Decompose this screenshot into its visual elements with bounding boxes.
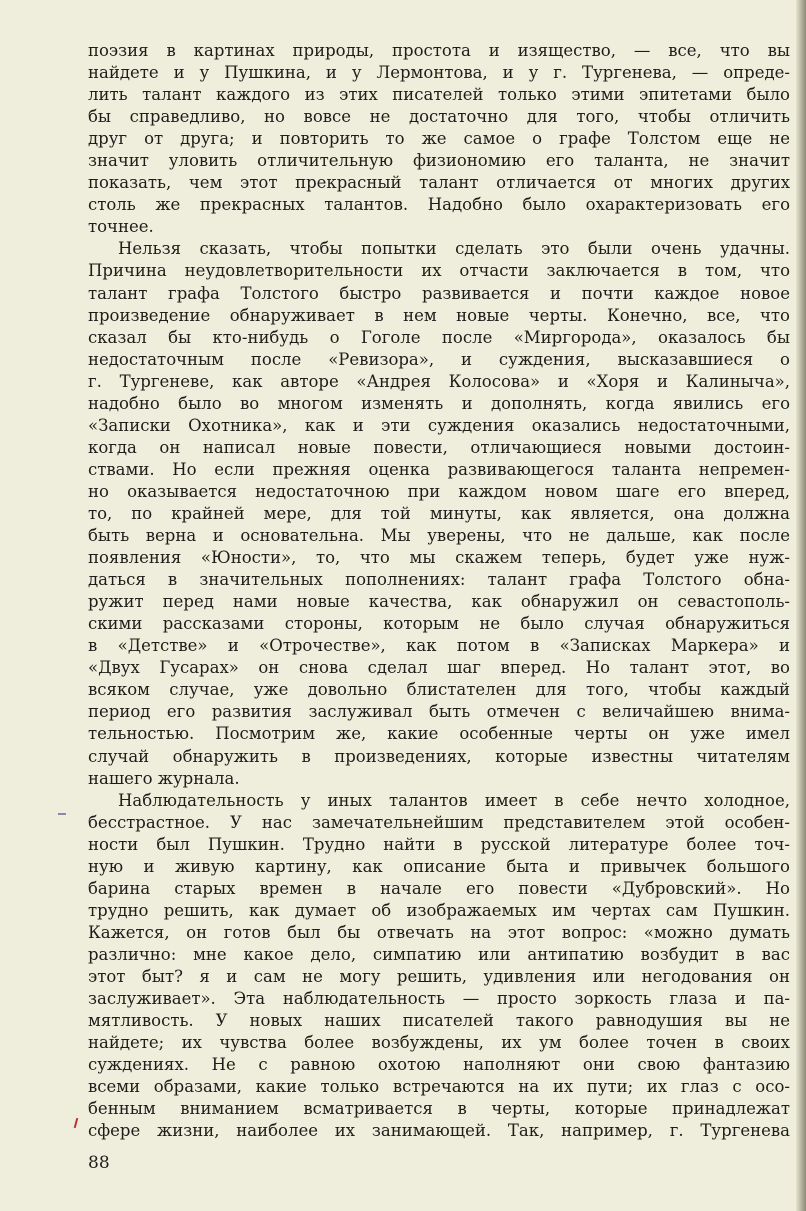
- text-line: надобно было во многом изменять и дополнять, когда явились его: [88, 393, 790, 413]
- text-line: Причина неудовлетворительности их отчасти заключается в том, что: [88, 261, 790, 281]
- text-line: скими рассказами стороны, которым не было случая обнаружиться: [88, 614, 790, 634]
- paragraph: [88, 790, 790, 1143]
- text-line: недостаточным после «Ревизора», и суждения, высказавшиеся о: [88, 349, 790, 369]
- text-line: когда он написал новые повести, отличающиеся новыми достоин-: [88, 437, 790, 457]
- text-line: показать, чем этот прекрасный талант отличается от многих других: [88, 173, 790, 193]
- text-line: трудно решить, как думает об изображаемых им чертах сам Пушкин.: [88, 900, 790, 920]
- text-line: произведение обнаруживает в нем новые черты. Конечно, все, что: [88, 305, 790, 325]
- text-line: Нельзя сказать, чтобы попытки сделать это были очень удачны.: [118, 239, 790, 259]
- page-edge-shadow: [796, 0, 806, 1211]
- text-line: период его развития заслуживал быть отмечен с величайшею внима-: [88, 702, 790, 722]
- text-line: поэзия в картинах природы, простота и изящество, — все, что вы: [88, 41, 790, 60]
- text-line: мятливость. У новых наших писателей такого равнодушия вы не: [88, 1011, 790, 1031]
- text-line: значит уловить отличительную физиономию его таланта, не значит: [88, 151, 790, 171]
- text-line: этот быт? я и сам не могу решить, удивления или негодования он: [88, 966, 790, 986]
- text-line: случай обнаружить в произведениях, которые известны читателям: [88, 746, 790, 766]
- text-line: столь же прекрасных талантов. Надобно было охарактеризовать его: [88, 195, 790, 215]
- text-line: нашего журнала.: [88, 768, 240, 788]
- text-line: Наблюдательность у иных талантов имеет в себе нечто холодное,: [118, 790, 790, 810]
- text-line: сказал бы кто-нибудь о Гоголе после «Миргорода», оказалось бы: [88, 327, 790, 347]
- text-line: ружит перед нами новые качества, как обнаружил он севастополь-: [88, 592, 790, 612]
- margin-mark: [58, 813, 66, 815]
- text-line: заслуживает». Эта наблюдательность — просто зоркость глаза и па-: [88, 989, 790, 1009]
- text-line: талант графа Толстого быстро развивается и почти каждое новое: [88, 283, 790, 303]
- text-line: всяком случае, уже довольно блистателен для того, чтобы каждый: [88, 680, 790, 700]
- text-line: всеми образами, какие только встречаются на их пути; их глаз с осо-: [88, 1077, 790, 1097]
- text-line: быть верна и основательна. Мы уверены, что не дальше, как после: [88, 526, 790, 546]
- paragraph: [88, 238, 790, 789]
- text-line: то, по крайней мере, для той минуты, как является, она должна: [88, 503, 790, 523]
- text-line: г. Тургеневе, как авторе «Андрея Колосова» и «Хоря и Калиныча»,: [88, 371, 790, 391]
- page-number: 88: [88, 1153, 110, 1173]
- text-line: различно: мне какое дело, симпатию или антипатию возбудит в вас: [88, 944, 790, 964]
- margin-mark: [74, 1118, 79, 1128]
- text-line: сфере жизни, наиболее их занимающей. Так, например, г. Тургенева: [88, 1121, 790, 1141]
- text-line: но оказывается недостаточною при каждом новом шаге его вперед,: [88, 481, 790, 501]
- page-body: [88, 40, 790, 1142]
- text-line: тельностью. Посмотрим же, какие особенные черты он уже имел: [88, 724, 790, 744]
- text-line: бенным вниманием всматривается в черты, которые принадлежат: [88, 1099, 790, 1119]
- text-line: лить талант каждого из этих писателей только этими эпитетами было: [88, 85, 790, 105]
- text-line: найдете; их чувства более возбуждены, их ум более точен в своих: [88, 1033, 790, 1053]
- text-line: даться в значительных пополнениях: талант графа Толстого обна-: [88, 570, 790, 590]
- text-line: бы справедливо, но вовсе не достаточно для того, чтобы отличить: [88, 107, 790, 127]
- text-line: друг от друга; и повторить то же самое о графе Толстом еще не: [88, 129, 790, 149]
- text-line: «Записки Охотника», как и эти суждения оказались недостаточными,: [88, 415, 790, 435]
- text-line: Кажется, он готов был бы отвечать на этот вопрос: «можно думать: [88, 922, 790, 942]
- text-line: точнее.: [88, 217, 154, 237]
- text-line: ную и живую картину, как описание быта и привычек большого: [88, 856, 790, 876]
- text-line: ности был Пушкин. Трудно найти в русской литературе более точ-: [88, 834, 790, 854]
- text-line: найдете и у Пушкина, и у Лермонтова, и у г. Тургенева, — опреде-: [88, 63, 790, 83]
- text-line: барина старых времен в начале его повести «Дубровский». Но: [88, 878, 790, 898]
- text-line: суждениях. Не с равною охотою наполняют они свою фантазию: [88, 1055, 790, 1075]
- text-line: ствами. Но если прежняя оценка развивающегося таланта непремен-: [88, 459, 790, 479]
- paragraph: [88, 40, 790, 238]
- text-line: «Двух Гусарах» он снова сделал шаг вперед. Но талант этот, во: [88, 658, 790, 678]
- text-line: появления «Юности», то, что мы скажем теперь, будет уже нуж-: [88, 548, 790, 568]
- text-line: в «Детстве» и «Отрочестве», как потом в «Записках Маркера» и: [88, 636, 790, 656]
- text-line: бесстрастное. У нас замечательнейшим представителем этой особен-: [88, 812, 790, 832]
